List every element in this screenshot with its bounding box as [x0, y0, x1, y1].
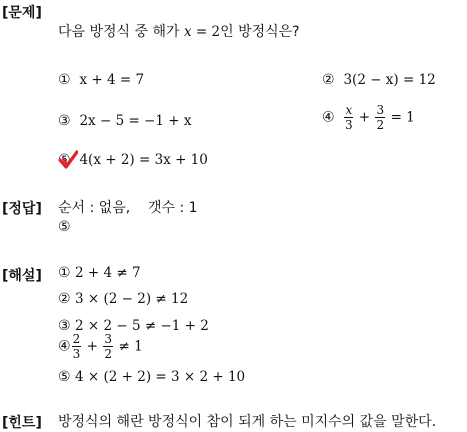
- hint-label: [힌트]: [2, 415, 42, 431]
- option-4: [322, 104, 415, 131]
- option-2: [322, 72, 436, 88]
- explanation-text: 4 × (2 + 2) = 3 × 2 + 10: [75, 369, 246, 385]
- option-5: [58, 152, 208, 168]
- explanation-marker: ①: [58, 265, 71, 281]
- option-marker: ③: [58, 113, 71, 129]
- explanation-fraction-2: $\frac{3}{2}$: [104, 332, 113, 361]
- question-equation: = 2: [191, 24, 221, 40]
- plus-sign: +: [358, 109, 371, 126]
- option-text: 3(2 − x) = 12: [343, 72, 436, 88]
- option-3: [58, 113, 191, 129]
- option-marker: ①: [58, 72, 71, 88]
- answer-count-text: 갯수 : 1: [147, 200, 198, 216]
- explanation-label: [해설]: [2, 268, 42, 284]
- explanation-5: [58, 369, 245, 385]
- option-text: 2x − 5 = −1 + x: [79, 113, 192, 129]
- option-fraction-1: $\frac{x}{3}$: [345, 103, 353, 132]
- option-text: = 1: [390, 109, 415, 126]
- explanation-marker: ⑤: [58, 369, 71, 385]
- answer-label: [정답]: [2, 201, 42, 217]
- explanation-marker: ③: [58, 318, 71, 334]
- explanation-marker: ②: [58, 291, 71, 307]
- answer-order-text: 순서 : 없음,: [58, 200, 131, 216]
- explanation-2: [58, 291, 188, 307]
- hint-text: 방정식의 해란 방정식이 참이 되게 하는 미지수의 값을 말한다.: [58, 414, 437, 430]
- problem-question: [58, 21, 300, 41]
- explanation-fraction-1: $\frac{2}{3}$: [72, 332, 81, 361]
- question-variable: x: [184, 24, 192, 40]
- option-marker: ④: [322, 109, 335, 126]
- answer-value: ⑤: [58, 219, 71, 235]
- explanation-1: [58, 265, 141, 281]
- explanation-text: 3 × (2 − 2) ≠ 12: [75, 291, 189, 307]
- plus-sign: +: [86, 338, 98, 355]
- option-1: [58, 72, 144, 88]
- explanation-text: 2 × 2 − 5 ≠ −1 + 2: [75, 318, 209, 334]
- explanation-text: ≠ 1: [118, 338, 143, 355]
- explanation-text: 2 + 4 ≠ 7: [75, 265, 141, 281]
- option-text: x + 4 = 7: [79, 72, 145, 88]
- option-marker: ②: [322, 72, 335, 88]
- option-text: 4(x + 2) = 3x + 10: [79, 152, 208, 168]
- question-prefix: 다음 방정식 중 해가: [58, 24, 184, 40]
- question-suffix: 인 방정식은?: [220, 24, 300, 40]
- explanation-3: [58, 318, 209, 334]
- explanation-marker: ④: [58, 338, 71, 355]
- option-marker: ⑤: [58, 152, 71, 168]
- option-fraction-2: $\frac{3}{2}$: [376, 103, 385, 132]
- answer-order: [58, 197, 198, 217]
- explanation-4: [58, 333, 143, 360]
- problem-label: [문제]: [2, 5, 42, 21]
- check-icon: [58, 150, 78, 170]
